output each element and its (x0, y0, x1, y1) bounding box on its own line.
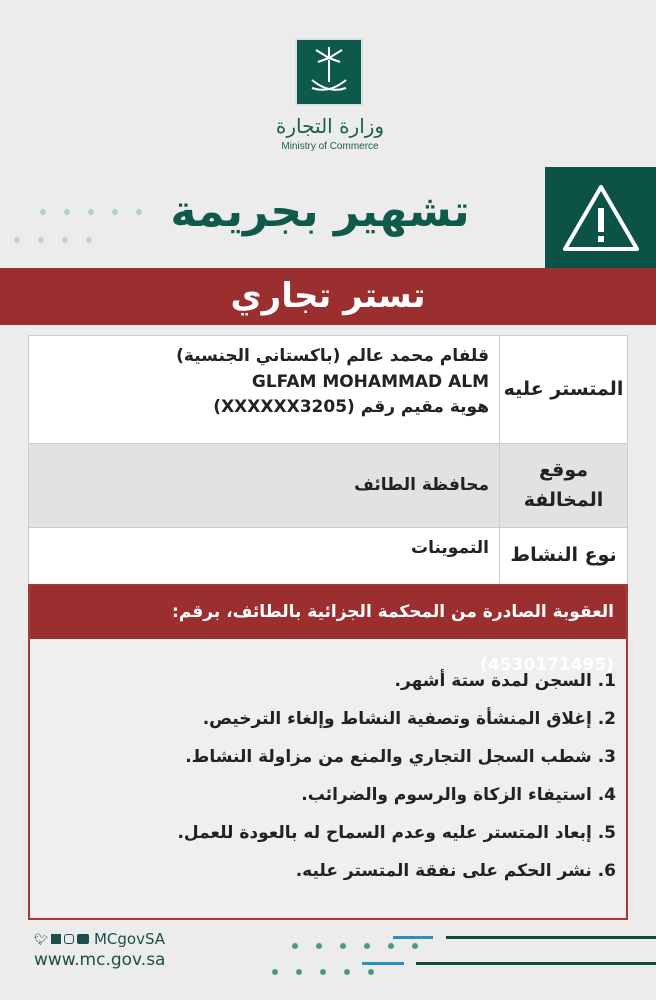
penalty-box (28, 584, 628, 920)
table-row (29, 528, 627, 584)
row-value (29, 336, 499, 443)
ministry-emblem-logo (295, 38, 363, 106)
decor-line (362, 962, 404, 965)
table-row (29, 444, 627, 528)
list-item: 6. نشر الحكم على نفقة المتستر عليه. (295, 861, 616, 881)
decor-line (446, 936, 656, 939)
facebook-icon[interactable] (51, 934, 61, 944)
row-label: نوع النشاط (499, 528, 627, 584)
row-value (29, 444, 499, 527)
twitter-icon[interactable]: 🐦︎ (34, 932, 48, 946)
crime-type-banner: تستر تجاري (0, 268, 656, 325)
website-link[interactable]: www.mc.gov.sa (34, 950, 166, 970)
row-label: المتستر عليه (499, 336, 627, 443)
list-item: 2. إغلاق المنشأة وتصفية النشاط وإلغاء الترخيص. (202, 709, 616, 729)
name-en: GLFAM MOHAMMAD ALM (251, 371, 489, 392)
social-handle[interactable]: MCgovSA (93, 930, 166, 948)
details-table (28, 335, 628, 585)
ministry-name-ar: وزارة التجارة (275, 114, 385, 138)
page-title: تشهير بجريمة (170, 186, 470, 237)
list-item: 1. السجن لمدة ستة أشهر. (394, 671, 616, 691)
row-value: التموينات (411, 538, 489, 558)
decor-line (416, 962, 656, 965)
table-row (29, 336, 627, 444)
list-item: 4. استيفاء الزكاة والرسوم والضرائب. (301, 785, 616, 805)
resident-id: هوية مقيم رقم (XXXXXX3205) (213, 397, 489, 417)
warning-icon (545, 167, 656, 268)
decor-dots (14, 228, 110, 247)
name-ar: قلفام محمد عالم (باكستاني الجنسية) (176, 346, 489, 366)
instagram-icon[interactable] (64, 934, 74, 944)
footer (34, 930, 165, 970)
decor-line (393, 936, 433, 939)
list-item: 5. إبعاد المتستر عليه وعدم السماح له بالعودة للعمل. (177, 823, 616, 843)
penalty-header: العقوبة الصادرة من المحكمة الجزائية بالطائف، برقم:(4530171495) (30, 586, 626, 639)
penalty-list (30, 639, 626, 899)
row-label: موقع المخالفة (499, 444, 627, 527)
ministry-name-en: Ministry of Commerce (281, 141, 379, 152)
list-item: 3. شطب السجل التجاري والمنع من مزاولة النشاط. (185, 747, 616, 767)
youtube-icon[interactable] (77, 934, 89, 944)
location-value: محافظة الطائف (354, 474, 489, 495)
